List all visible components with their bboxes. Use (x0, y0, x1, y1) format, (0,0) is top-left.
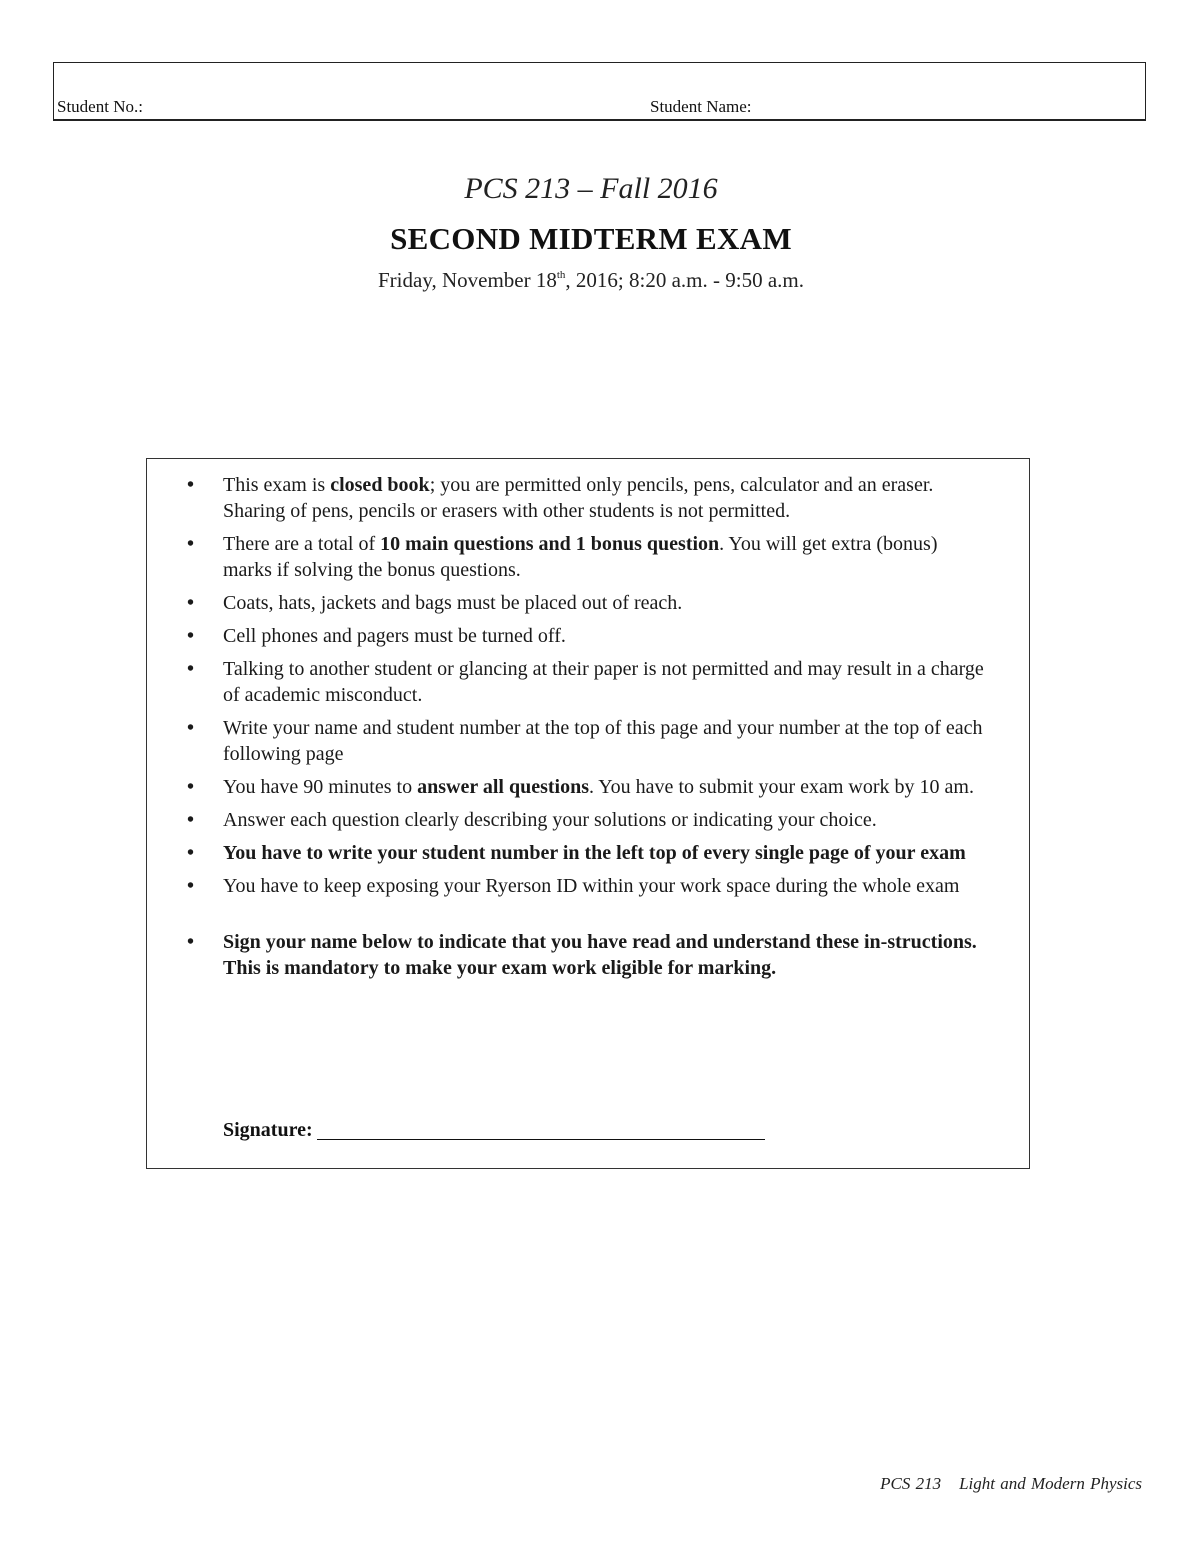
exam-date-rest: , 2016; 8:20 a.m. - 9:50 a.m. (565, 268, 804, 292)
instruction-text: Sign your name below to indicate that you have read and understand these in-structions. This is mandatory to make your exam work eligible for marking. (223, 931, 977, 979)
bullet-icon: • (187, 842, 195, 864)
student-number-label: Student No.: (57, 97, 143, 116)
exam-date-prefix: Friday, November 18 (378, 268, 557, 292)
instruction-text: This exam is (223, 474, 331, 496)
instruction-emphasis: answer all questions (417, 776, 589, 798)
bullet-icon: • (187, 474, 195, 496)
bullet-icon: • (187, 717, 195, 739)
instruction-text: ; you are permitted only pencils, pens, calculator and an eraser. Sharing of pens, pencils or erasers with other students is not permitted. (223, 474, 934, 522)
instruction-item (187, 656, 987, 708)
instruction-text: Talking to another student or glancing at their paper is not permitted and may result in a charge of academic misconduct. (223, 658, 984, 706)
footer-course-name: Light and Modern Physics (959, 1474, 1142, 1493)
footer-course-code: PCS 213 (880, 1474, 942, 1493)
instruction-text: . You have to submit your exam work by 10 am. (588, 776, 974, 798)
instruction-item (187, 590, 987, 616)
instruction-text: You have to keep exposing your Ryerson ID within your work space during the whole exam (223, 875, 960, 897)
instruction-item-bold (187, 840, 987, 866)
course-title: PCS 213 – Fall 2016 (464, 172, 718, 205)
instruction-text: Write your name and student number at the top of this page and your number at the top of each following page (223, 717, 983, 765)
signature-label: Signature: (223, 1119, 313, 1141)
bullet-icon: • (187, 809, 195, 831)
bullet-icon: • (187, 776, 195, 798)
instructions-box (146, 458, 1030, 1169)
instruction-item (187, 873, 987, 899)
instruction-text: . You will get extra (bonus) marks if solving the bonus questions. (223, 533, 938, 581)
instruction-text: There are a total of (223, 533, 381, 555)
bullet-icon: • (187, 658, 195, 680)
bullet-icon: • (187, 533, 195, 555)
signature-field[interactable] (317, 1119, 765, 1140)
instructions-list (187, 472, 987, 988)
page-footer (880, 1474, 1142, 1494)
bullet-icon: • (187, 625, 195, 647)
instruction-text: Coats, hats, jackets and bags must be placed out of reach. (223, 592, 683, 614)
bullet-icon: • (187, 931, 195, 953)
exam-date-ordinal: th (556, 269, 566, 281)
instruction-item (187, 807, 987, 833)
instruction-text: You have to write your student number in the left top of every single page of your exam (223, 842, 966, 864)
instruction-text: You have 90 minutes to (223, 776, 418, 798)
instruction-item-sign (187, 929, 987, 981)
instruction-item (187, 623, 987, 649)
instruction-item (187, 531, 987, 583)
signature-row (223, 1119, 765, 1142)
instruction-item (187, 472, 987, 524)
instruction-text: Cell phones and pagers must be turned off. (223, 625, 566, 647)
instruction-text: Answer each question clearly describing your solutions or indicating your choice. (223, 809, 877, 831)
instruction-item (187, 715, 987, 767)
bullet-icon: • (187, 592, 195, 614)
instruction-emphasis: 10 main questions and 1 bonus question (380, 533, 720, 555)
exam-title: SECOND MIDTERM EXAM (390, 221, 792, 256)
instruction-item (187, 774, 987, 800)
student-name-label: Student Name: (650, 97, 752, 116)
student-info-box (53, 62, 1146, 121)
bullet-icon: • (187, 875, 195, 897)
instruction-emphasis: closed book (330, 474, 430, 496)
exam-date (0, 268, 1182, 293)
